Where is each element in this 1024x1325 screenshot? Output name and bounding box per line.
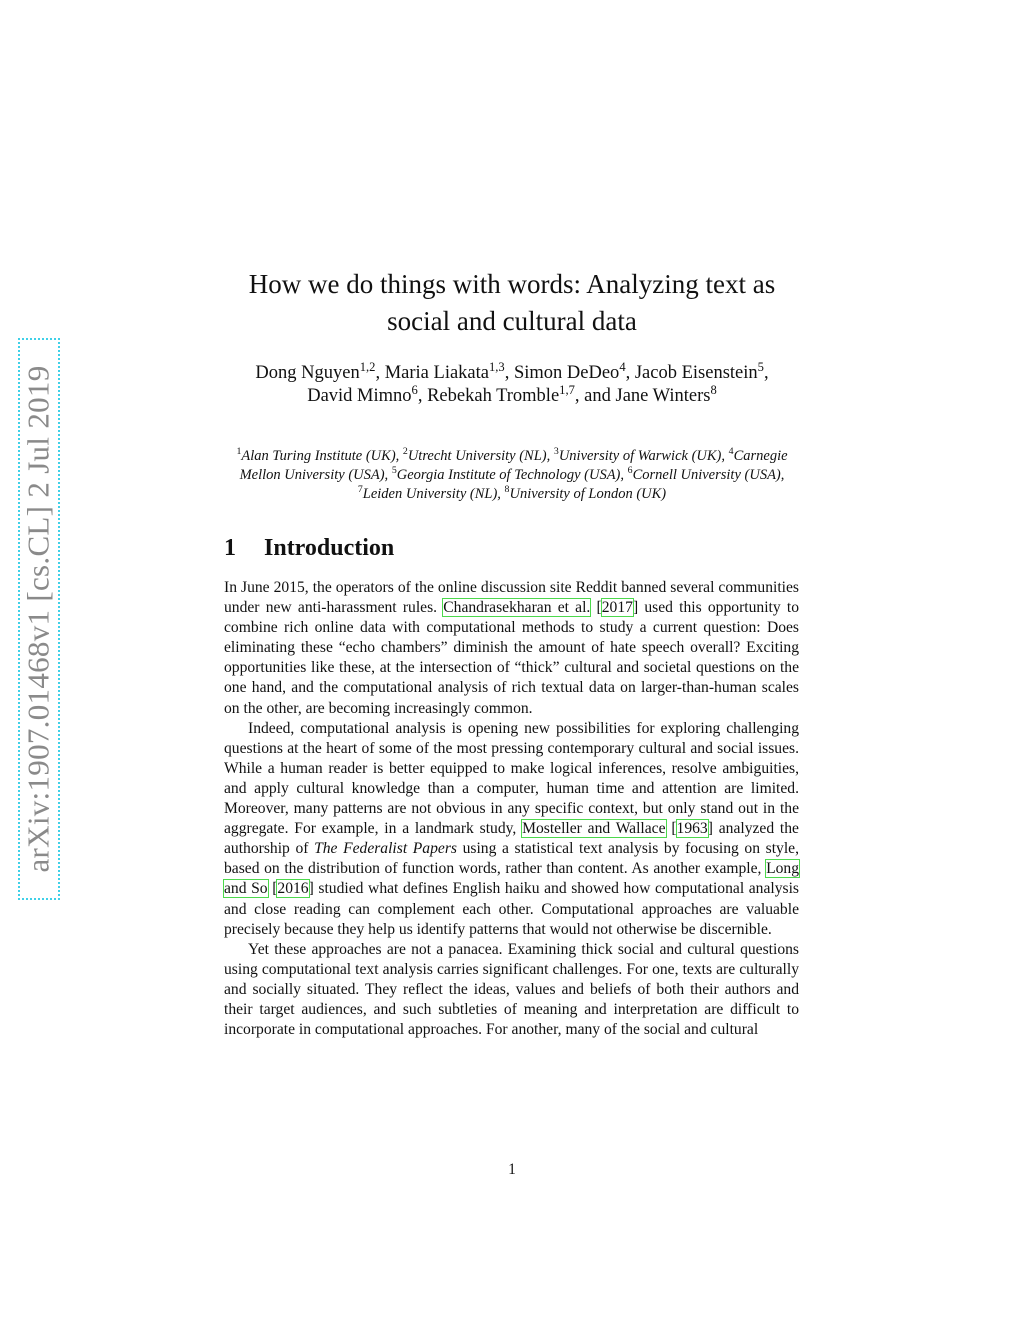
affiliation: $^2$Utrecht University (NL),: [402, 446, 554, 464]
citation-link[interactable]: Long and So: [224, 860, 799, 898]
citation-link[interactable]: Mosteller and Wallace: [522, 820, 666, 838]
author-list: Dong Nguyen$^{1,2}$, Maria Liakata$^{1,3}$, Simon DeDeo$^4$, Jacob Eisenstein$^5$, David Mimno$^6$, Rebekah Tromble$^{1,7}$, and Jane Winters$^8$: [255, 359, 769, 406]
affiliation: $^1$Alan Turing Institute (UK),: [236, 446, 403, 464]
affiliation: $^6$Cornell University (USA),: [627, 465, 785, 483]
paragraph: In June 2015, the operators of the online discussion site Reddit banned several communities under new anti-harassment rules. Chandrasekharan et al. [2017] used this opportunity to combine rich online data with computational methods to study a current question: Does eliminating these “echo chambers” diminish the amount of hate speech overall? Exciting opportunities like these, at the intersection of “thick” cultural and societal questions on the one hand, and the computational analysis of rich textual data on larger-than-human scales on the other, are becoming increasingly common.: [224, 579, 799, 717]
arxiv-identifier: arXiv:1907.01468v1 [cs.CL] 2 Jul 2019: [21, 365, 56, 873]
author: Jane Winters$^8$: [615, 382, 717, 406]
citation-link[interactable]: Chandrasekharan et al.: [443, 599, 591, 617]
title-line-1: How we do things with words: Analyzing text as: [248, 269, 776, 299]
author: Maria Liakata$^{1,3}$: [384, 359, 505, 383]
author: Rebekah Tromble$^{1,7}$: [427, 382, 575, 406]
author: Dong Nguyen$^{1,2}$: [255, 359, 376, 383]
affiliation: $^3$University of Warwick (UK),: [553, 446, 729, 464]
paragraph: Indeed, computational analysis is opening new possibilities for exploring challenging questions at the heart of some of the most pressing contemporary cultural and social issues. While a human reader is better equipped to make logical inferences, resolve ambiguities, and apply cultural knowledge than a computer, human time and attention are limited. Moreover, many patterns are not obvious in any specific context, but only stand out in the aggregate. For example, in a landmark study, Mosteller and Wallace [1963] analyzed the authorship of The Federalist Papers using a statistical text analysis by focusing on style, based on the distribution of function words, rather than content. As another example, Long and So [2016] studied what defines English haiku and showed how computational analysis and close reading can complement each other. Computational approaches are valuable precisely because they help us identify patterns that would not otherwise be discernible.: [224, 719, 800, 938]
affiliation: $^8$University of London (UK): [504, 484, 667, 502]
section-heading: [224, 535, 804, 562]
italic-title: The Federalist Papers: [314, 840, 457, 858]
arxiv-side-stamp: [18, 338, 60, 900]
citation-year-link[interactable]: 2017: [601, 599, 633, 617]
page-number: 1: [508, 1161, 516, 1178]
affiliation: $^7$Leiden University (NL),: [357, 484, 505, 502]
affiliation: $^5$Georgia Institute of Technology (USA),: [391, 465, 628, 483]
author: Jacob Eisenstein$^5$: [634, 359, 764, 383]
author: Simon DeDeo$^4$: [513, 359, 626, 383]
paragraph: Yet these approaches are not a panacea. Examining thick social and cultural questions using computational text analysis carries significant challenges. For one, texts are culturally and socially situated. They reflect the ideas, values and beliefs of both their authors and their target audiences, and such subtleties of meaning and interpretation are difficult to incorporate in computational approaches. For another, many of the social and cultural: [224, 940, 799, 1039]
title-line-2: social and cultural data: [387, 306, 637, 336]
section-number: 1: [224, 535, 236, 561]
paper-title: [200, 266, 824, 340]
body-text: [224, 578, 799, 1040]
author: David Mimno$^6$: [307, 382, 418, 406]
affiliation: $^4$Carnegie Mellon University (USA),: [239, 446, 788, 483]
section-title: Introduction: [264, 535, 395, 561]
citation-year-link[interactable]: 1963: [676, 820, 708, 838]
citation-year-link[interactable]: 2016: [277, 880, 309, 898]
affiliation-list: [220, 447, 804, 504]
